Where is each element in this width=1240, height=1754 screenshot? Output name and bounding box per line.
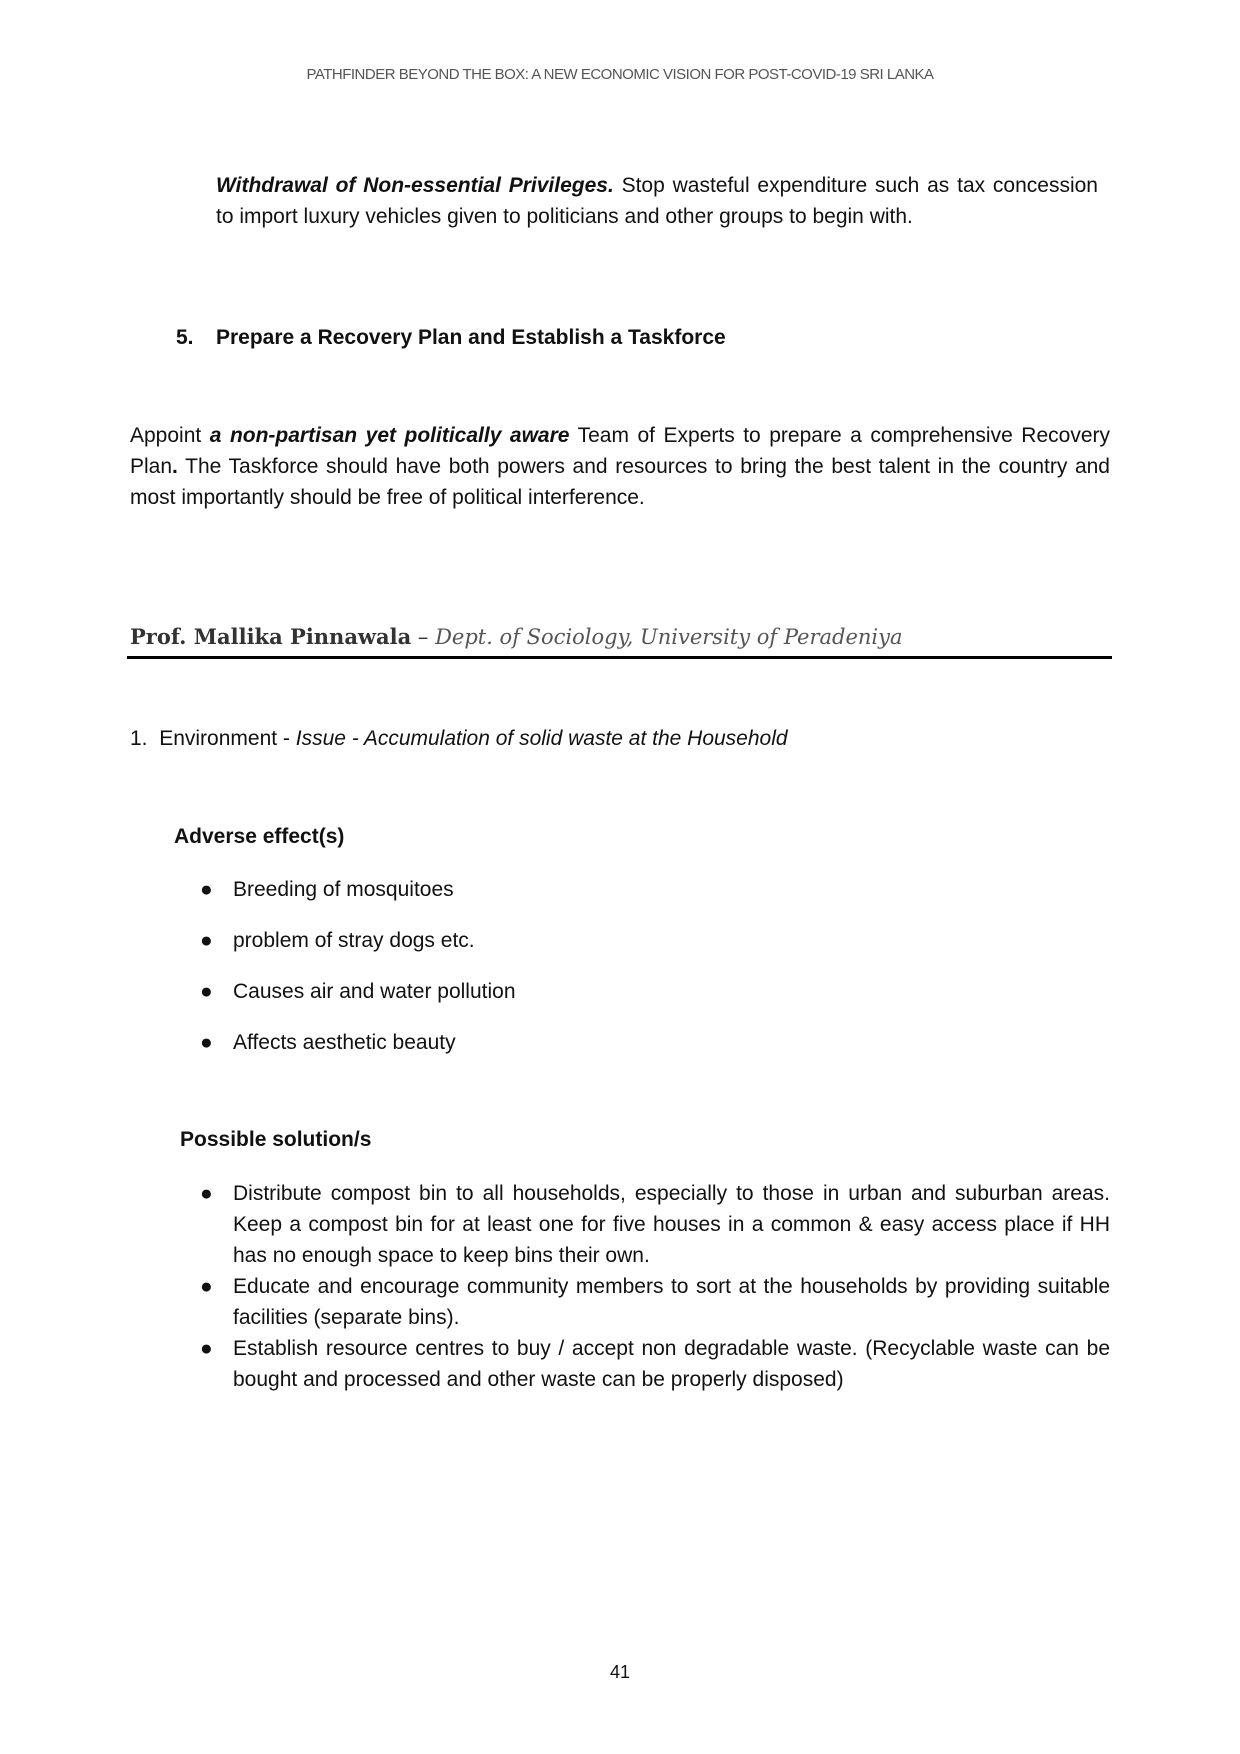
section-number: 5. bbox=[176, 326, 194, 349]
withdrawal-title: Withdrawal of Non-essential Privileges. bbox=[216, 174, 614, 197]
text: Team of Experts to prepare a comprehensive Recovery Plan bbox=[130, 424, 1110, 478]
section-heading bbox=[176, 326, 726, 350]
item-text: Establish resource centres to buy / accept non degradable waste. (Recyclable waste can be bought and processed and other waste can be properly disposed) bbox=[233, 1337, 1110, 1391]
bullet-icon: ● bbox=[200, 980, 213, 1003]
withdrawal-paragraph bbox=[216, 170, 1098, 232]
item-text: Distribute compost bin to all households, especially to those in urban and suburban areas. Keep a compost bin for at least one for five houses in a common & easy access place if HH has no enough space to keep bins their own. bbox=[233, 1182, 1110, 1267]
author-affiliation: Dept. of Sociology, University of Peradeniya bbox=[435, 625, 903, 649]
author-line bbox=[130, 624, 903, 649]
list-item bbox=[200, 1027, 1110, 1058]
withdrawal-text: Stop wasteful expenditure such as tax concession to import luxury vehicles given to politicians and other groups to begin with. bbox=[216, 174, 1098, 228]
item-text: Educate and encourage community members to sort at the households by providing suitable facilities (separate bins). bbox=[233, 1275, 1110, 1329]
issue-number: 1. bbox=[130, 727, 148, 750]
emphasis: a non-partisan yet politically aware bbox=[209, 424, 570, 447]
item-text: Causes air and water pollution bbox=[233, 980, 516, 1003]
bullet-icon: ● bbox=[200, 1031, 213, 1054]
dash: – bbox=[411, 625, 436, 649]
section-title: Prepare a Recovery Plan and Establish a Taskforce bbox=[216, 326, 726, 349]
author-name: Prof. Mallika Pinnawala bbox=[130, 624, 412, 649]
bullet-icon: ● bbox=[200, 1337, 213, 1360]
solutions-list bbox=[200, 1178, 1110, 1395]
list-item bbox=[200, 1178, 1110, 1271]
list-item bbox=[200, 925, 1110, 956]
item-text: problem of stray dogs etc. bbox=[233, 929, 475, 952]
list-item bbox=[200, 1333, 1110, 1395]
text: Appoint bbox=[130, 424, 210, 447]
text: The Taskforce should have both powers and resources to bring the best talent in the country and most importantly should be free of political interference. bbox=[130, 455, 1110, 509]
page-number: 41 bbox=[609, 1662, 631, 1682]
solutions-heading: Possible solution/s bbox=[180, 1128, 372, 1151]
adverse-list bbox=[200, 874, 1110, 1078]
issue-topic: Environment - bbox=[159, 727, 296, 750]
bullet-icon: ● bbox=[200, 1275, 213, 1298]
divider-rule bbox=[127, 656, 1112, 659]
issue-label: Issue - Accumulation of solid waste at the Household bbox=[295, 727, 788, 750]
running-header: PATHFINDER BEYOND THE BOX: A NEW ECONOMIC VISION FOR POST-COVID-19 SRI LANKA bbox=[306, 66, 934, 83]
adverse-heading: Adverse effect(s) bbox=[174, 825, 345, 848]
list-item bbox=[200, 1271, 1110, 1333]
bullet-icon: ● bbox=[200, 878, 213, 901]
list-item bbox=[200, 874, 1110, 905]
list-item bbox=[200, 976, 1110, 1007]
appoint-paragraph bbox=[130, 420, 1110, 513]
issue-line bbox=[130, 727, 788, 751]
bullet-icon: ● bbox=[200, 1182, 213, 1205]
text: . bbox=[172, 455, 178, 478]
bullet-icon: ● bbox=[200, 929, 213, 952]
item-text: Breeding of mosquitoes bbox=[233, 878, 454, 901]
item-text: Affects aesthetic beauty bbox=[233, 1031, 456, 1054]
